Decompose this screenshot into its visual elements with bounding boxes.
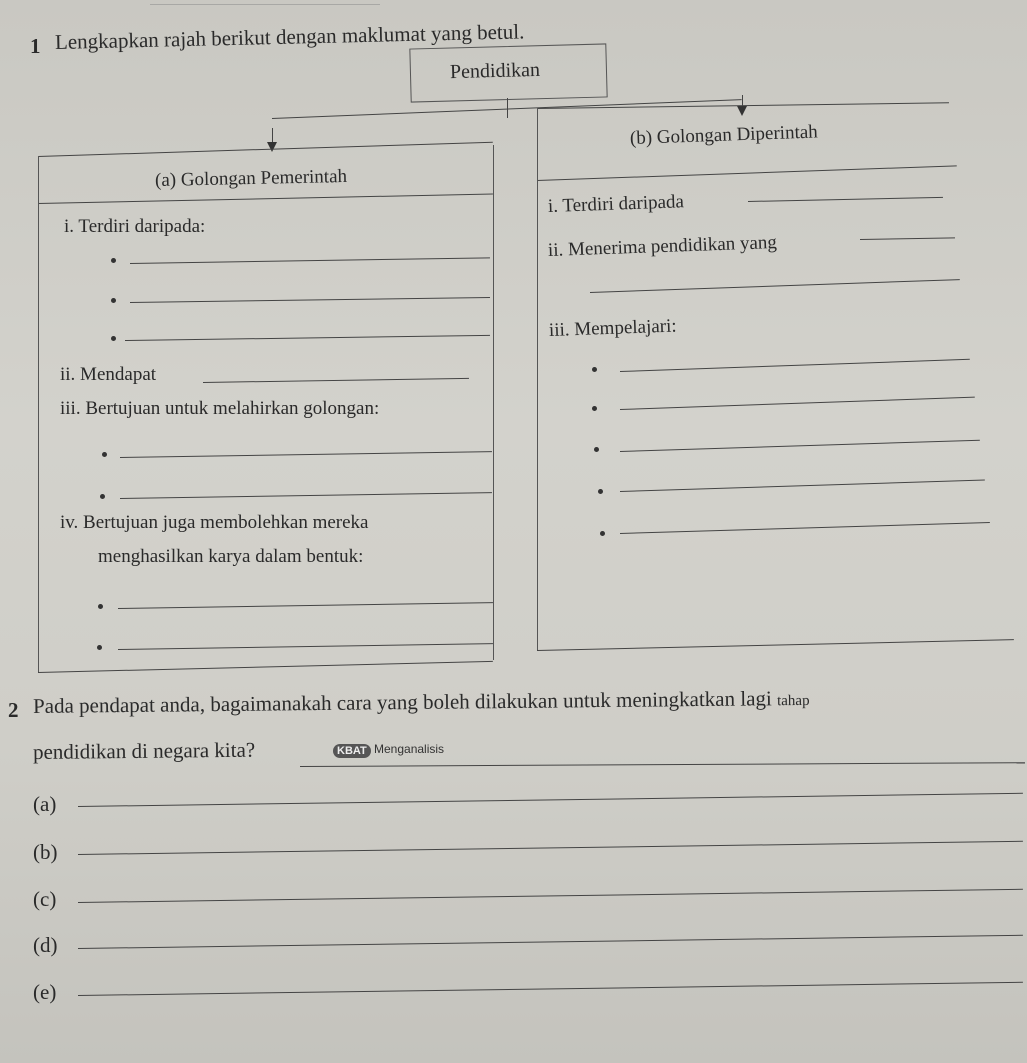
right-iii-bullet-2 [592, 406, 597, 411]
right-i-blank [748, 197, 943, 202]
root-label: Pendidikan [449, 58, 541, 84]
left-item-i: i. Terdiri daripada: [64, 216, 206, 237]
left-item-ii: ii. Mendapat [60, 364, 157, 385]
answer-line-b [78, 841, 1023, 855]
answer-label-e: (e) [33, 980, 57, 1004]
left-iv-bullet-1 [98, 604, 103, 609]
question-2-line1 [33, 686, 810, 719]
left-box-title: (a) Golongan Pemerintah [154, 165, 348, 192]
right-box-title-underline [537, 165, 957, 181]
left-i-blank-3 [125, 335, 490, 341]
answer-label-b: (b) [33, 840, 58, 864]
arrow-left-icon [267, 142, 277, 152]
question-1-number: 1 [30, 34, 41, 58]
left-i-blank-1 [130, 257, 490, 264]
left-iii-bullet-1 [102, 452, 107, 457]
answer-label-a: (a) [33, 792, 57, 816]
answer-label-c: (c) [33, 887, 57, 911]
answer-line-a [78, 793, 1023, 807]
answer-line-d [78, 935, 1023, 949]
answer-line-e [78, 982, 1023, 996]
right-item-iii: iii. Mempelajari: [548, 315, 677, 341]
skill-label: Menganalisis [374, 742, 445, 756]
question-2-underline [300, 762, 1025, 767]
answer-line-c [78, 889, 1023, 903]
question-2-number: 2 [8, 698, 19, 722]
question-2-line2: pendidikan di negara kita? [32, 737, 256, 764]
left-item-iv-line2: menghasilkan karya dalam bentuk: [98, 546, 364, 567]
right-ii-blank-1 [860, 237, 955, 240]
right-iii-blank-4 [620, 480, 985, 492]
question-1-instruction: Lengkapkan rajah berikut dengan maklumat yang betul. [54, 19, 525, 54]
right-item-i: i. Terdiri daripada [547, 191, 685, 217]
left-iv-bullet-2 [97, 645, 102, 650]
left-box-left [38, 156, 39, 672]
left-iii-bullet-2 [100, 494, 105, 499]
top-cut-text [150, 0, 380, 5]
left-i-bullet-2 [111, 298, 116, 303]
answer-label-d: (d) [33, 933, 58, 957]
right-iii-blank-5 [620, 522, 990, 534]
right-iii-blank-1 [620, 359, 970, 372]
right-item-ii: ii. Menerima pendidikan yang [547, 232, 778, 261]
right-box-title: (b) Golongan Diperintah [629, 121, 819, 149]
question-2-line1-text: Pada pendapat anda, bagaimanakah cara yang boleh dilakukan untuk meningkatkan lagi [32, 686, 772, 718]
left-i-bullet-1 [111, 258, 116, 263]
left-i-blank-2 [130, 297, 490, 303]
left-item-iv-line1: iv. Bertujuan juga membolehkan mereka [60, 512, 369, 533]
right-box-bottom [537, 639, 1014, 651]
right-iii-blank-3 [620, 440, 980, 452]
right-box-left [537, 108, 538, 650]
arrow-right-icon [737, 106, 747, 116]
left-box-top [38, 142, 493, 157]
left-iii-blank-1 [120, 451, 492, 458]
left-box-title-underline [38, 193, 493, 204]
right-iii-bullet-1 [592, 367, 597, 372]
right-ii-blank-2 [590, 279, 960, 293]
left-item-iii: iii. Bertujuan untuk melahirkan golongan: [60, 398, 380, 419]
right-iii-bullet-3 [594, 447, 599, 452]
left-box-bottom [38, 661, 493, 673]
kbat-badge: KBAT [333, 744, 371, 758]
left-iv-blank-1 [118, 602, 493, 609]
question-2-line1-end: tahap [776, 692, 810, 710]
left-i-bullet-3 [111, 336, 116, 341]
right-iii-bullet-5 [600, 531, 605, 536]
right-iii-blank-2 [620, 397, 975, 410]
right-iii-bullet-4 [598, 489, 603, 494]
left-ii-blank [203, 378, 469, 383]
left-iv-blank-2 [118, 643, 493, 650]
left-box-right [493, 145, 494, 660]
left-iii-blank-2 [120, 492, 492, 499]
